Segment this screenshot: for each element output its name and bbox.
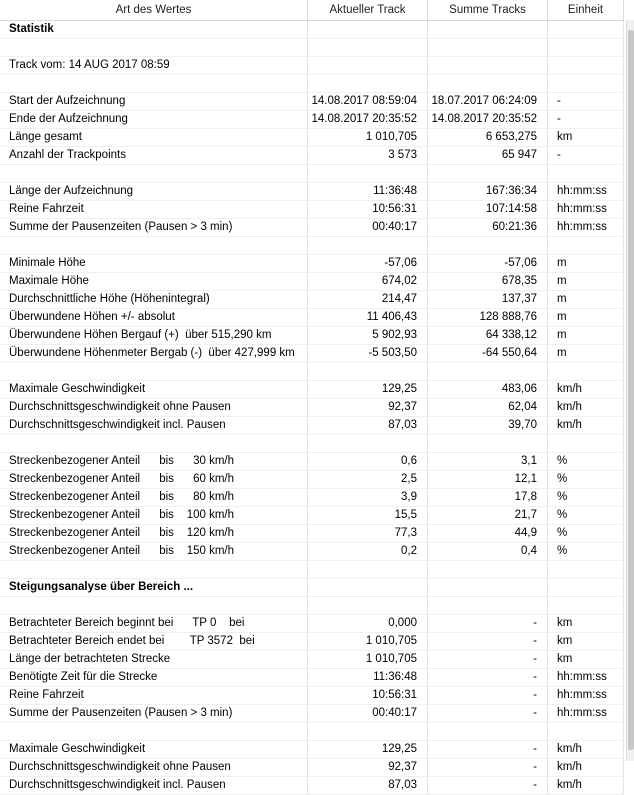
sum-tracks-value bbox=[428, 75, 548, 92]
sum-tracks-value: 3,1 bbox=[428, 453, 548, 470]
sum-tracks-value: -57,06 bbox=[428, 255, 548, 272]
current-track-value: 10:56:31 bbox=[308, 687, 428, 704]
table-row[interactable] bbox=[0, 579, 624, 597]
sum-tracks-value: - bbox=[428, 687, 548, 704]
unit-value bbox=[548, 57, 624, 74]
current-track-value: 3,9 bbox=[308, 489, 428, 506]
table-row[interactable] bbox=[0, 147, 624, 165]
row-label: Maximale Geschwindigkeit bbox=[0, 381, 308, 398]
sum-tracks-value: 128 888,76 bbox=[428, 309, 548, 326]
sum-tracks-value: -64 550,64 bbox=[428, 345, 548, 362]
row-label bbox=[0, 561, 308, 578]
table-row[interactable] bbox=[0, 327, 624, 345]
row-label bbox=[0, 435, 308, 452]
current-track-value bbox=[308, 57, 428, 74]
sum-tracks-value: 39,70 bbox=[428, 417, 548, 434]
row-label: Benötigte Zeit für die Strecke bbox=[0, 669, 308, 686]
sum-tracks-value: - bbox=[428, 615, 548, 632]
sum-tracks-value: - bbox=[428, 741, 548, 758]
current-track-value bbox=[308, 21, 428, 38]
unit-value: km bbox=[548, 633, 624, 650]
sum-tracks-value: 60:21:36 bbox=[428, 219, 548, 236]
unit-value: km/h bbox=[548, 777, 624, 794]
row-label: Streckenbezogener Anteil bis 150 km/h bbox=[0, 543, 308, 560]
sum-tracks-value bbox=[428, 237, 548, 254]
sum-tracks-value: 64 338,12 bbox=[428, 327, 548, 344]
row-label: Überwundene Höhen +/- absolut bbox=[0, 309, 308, 326]
table-row[interactable] bbox=[0, 237, 624, 255]
table-row[interactable] bbox=[0, 255, 624, 273]
sum-tracks-value: 62,04 bbox=[428, 399, 548, 416]
sum-tracks-value: 44,9 bbox=[428, 525, 548, 542]
current-track-value: 11:36:48 bbox=[308, 183, 428, 200]
current-track-value: 674,02 bbox=[308, 273, 428, 290]
current-track-value: 0,000 bbox=[308, 615, 428, 632]
table-row[interactable] bbox=[0, 75, 624, 93]
unit-value: - bbox=[548, 93, 624, 110]
row-label: Maximale Geschwindigkeit bbox=[0, 741, 308, 758]
unit-value bbox=[548, 75, 624, 92]
sum-tracks-value: 678,35 bbox=[428, 273, 548, 290]
unit-value: km bbox=[548, 129, 624, 146]
row-label: Minimale Höhe bbox=[0, 255, 308, 272]
table-row[interactable] bbox=[0, 759, 624, 777]
current-track-value: 2,5 bbox=[308, 471, 428, 488]
row-label: Summe der Pausenzeiten (Pausen > 3 min) bbox=[0, 705, 308, 722]
current-track-value: 10:56:31 bbox=[308, 201, 428, 218]
sum-tracks-value: 483,06 bbox=[428, 381, 548, 398]
unit-value: hh:mm:ss bbox=[548, 219, 624, 236]
row-label: Betrachteter Bereich beginnt bei TP 0 bei bbox=[0, 615, 308, 632]
unit-value bbox=[548, 165, 624, 182]
table-row[interactable] bbox=[0, 129, 624, 147]
current-track-value bbox=[308, 723, 428, 740]
sum-tracks-value bbox=[428, 579, 548, 596]
unit-value: hh:mm:ss bbox=[548, 669, 624, 686]
sum-tracks-value: 12,1 bbox=[428, 471, 548, 488]
unit-value bbox=[548, 435, 624, 452]
sum-tracks-value: 107:14:58 bbox=[428, 201, 548, 218]
unit-value: % bbox=[548, 489, 624, 506]
table-row[interactable] bbox=[0, 201, 624, 219]
table-row[interactable] bbox=[0, 543, 624, 561]
unit-value: m bbox=[548, 273, 624, 290]
table-row[interactable] bbox=[0, 111, 624, 129]
sum-tracks-value bbox=[428, 39, 548, 56]
current-track-value bbox=[308, 579, 428, 596]
current-track-value bbox=[308, 75, 428, 92]
row-label bbox=[0, 39, 308, 56]
unit-value bbox=[548, 237, 624, 254]
row-label: Track vom: 14 AUG 2017 08:59 bbox=[0, 57, 308, 74]
row-label: Maximale Höhe bbox=[0, 273, 308, 290]
row-label bbox=[0, 597, 308, 614]
row-label: Reine Fahrzeit bbox=[0, 687, 308, 704]
sum-tracks-value: 18.07.2017 06:24:09 bbox=[428, 93, 548, 110]
sum-tracks-value: 14.08.2017 20:35:52 bbox=[428, 111, 548, 128]
table-row[interactable] bbox=[0, 471, 624, 489]
table-row[interactable] bbox=[0, 615, 624, 633]
row-label: Überwundene Höhen Bergauf (+) über 515,290 km bbox=[0, 327, 308, 344]
current-track-value bbox=[308, 435, 428, 452]
unit-value: - bbox=[548, 111, 624, 128]
current-track-value: 129,25 bbox=[308, 381, 428, 398]
vertical-scrollbar[interactable] bbox=[626, 20, 634, 761]
row-label: Streckenbezogener Anteil bis 30 km/h bbox=[0, 453, 308, 470]
table-row[interactable] bbox=[0, 525, 624, 543]
unit-value: hh:mm:ss bbox=[548, 183, 624, 200]
current-track-value bbox=[308, 363, 428, 380]
table-row[interactable] bbox=[0, 777, 624, 795]
unit-value bbox=[548, 597, 624, 614]
table-row[interactable] bbox=[0, 21, 624, 39]
row-label: Steigungsanalyse über Bereich ... bbox=[0, 579, 308, 596]
unit-value: % bbox=[548, 525, 624, 542]
current-track-value: 129,25 bbox=[308, 741, 428, 758]
row-label: Länge der Aufzeichnung bbox=[0, 183, 308, 200]
unit-value: m bbox=[548, 345, 624, 362]
column-header-type[interactable]: Art des Wertes bbox=[0, 0, 308, 20]
row-label: Länge der betrachteten Strecke bbox=[0, 651, 308, 668]
current-track-value: 92,37 bbox=[308, 759, 428, 776]
row-label: Betrachteter Bereich endet bei TP 3572 bei bbox=[0, 633, 308, 650]
table-row[interactable] bbox=[0, 273, 624, 291]
current-track-value: 00:40:17 bbox=[308, 219, 428, 236]
current-track-value: 1 010,705 bbox=[308, 633, 428, 650]
current-track-value: 87,03 bbox=[308, 417, 428, 434]
column-header-current-track[interactable]: Aktueller Track bbox=[308, 0, 428, 20]
row-label: Streckenbezogener Anteil bis 60 km/h bbox=[0, 471, 308, 488]
current-track-value bbox=[308, 597, 428, 614]
table-row[interactable] bbox=[0, 561, 624, 579]
row-label: Ende der Aufzeichnung bbox=[0, 111, 308, 128]
sum-tracks-value: - bbox=[428, 705, 548, 722]
current-track-value: 15,5 bbox=[308, 507, 428, 524]
row-label bbox=[0, 723, 308, 740]
table-row[interactable] bbox=[0, 93, 624, 111]
unit-value: km/h bbox=[548, 759, 624, 776]
sum-tracks-value: 0,4 bbox=[428, 543, 548, 560]
table-row[interactable] bbox=[0, 363, 624, 381]
table-row[interactable] bbox=[0, 291, 624, 309]
unit-value: km/h bbox=[548, 741, 624, 758]
sum-tracks-value: 17,8 bbox=[428, 489, 548, 506]
sum-tracks-value bbox=[428, 21, 548, 38]
current-track-value: 1 010,705 bbox=[308, 651, 428, 668]
current-track-value: 92,37 bbox=[308, 399, 428, 416]
table-row[interactable] bbox=[0, 165, 624, 183]
table-row[interactable] bbox=[0, 219, 624, 237]
row-label: Streckenbezogener Anteil bis 100 km/h bbox=[0, 507, 308, 524]
table-row[interactable] bbox=[0, 435, 624, 453]
table-row[interactable] bbox=[0, 651, 624, 669]
row-label: Durchschnittsgeschwindigkeit ohne Pausen bbox=[0, 399, 308, 416]
current-track-value bbox=[308, 165, 428, 182]
current-track-value: 1 010,705 bbox=[308, 129, 428, 146]
row-label: Durchschnittsgeschwindigkeit incl. Pausen bbox=[0, 777, 308, 794]
unit-value: % bbox=[548, 507, 624, 524]
current-track-value: 14.08.2017 20:35:52 bbox=[308, 111, 428, 128]
current-track-value: 3 573 bbox=[308, 147, 428, 164]
row-label: Anzahl der Trackpoints bbox=[0, 147, 308, 164]
current-track-value: 00:40:17 bbox=[308, 705, 428, 722]
sum-tracks-value bbox=[428, 435, 548, 452]
table-row[interactable] bbox=[0, 381, 624, 399]
current-track-value: 11:36:48 bbox=[308, 669, 428, 686]
sum-tracks-value bbox=[428, 597, 548, 614]
table-row[interactable] bbox=[0, 687, 624, 705]
sum-tracks-value: 167:36:34 bbox=[428, 183, 548, 200]
current-track-value: 0,6 bbox=[308, 453, 428, 470]
unit-value: km/h bbox=[548, 381, 624, 398]
row-label bbox=[0, 363, 308, 380]
table-row[interactable] bbox=[0, 669, 624, 687]
table-row[interactable] bbox=[0, 633, 624, 651]
table-row[interactable] bbox=[0, 345, 624, 363]
unit-value: hh:mm:ss bbox=[548, 201, 624, 218]
current-track-value bbox=[308, 39, 428, 56]
unit-value: % bbox=[548, 453, 624, 470]
sum-tracks-value: - bbox=[428, 669, 548, 686]
current-track-value: 77,3 bbox=[308, 525, 428, 542]
unit-value: km/h bbox=[548, 417, 624, 434]
row-label: Streckenbezogener Anteil bis 120 km/h bbox=[0, 525, 308, 542]
table-row[interactable] bbox=[0, 399, 624, 417]
table-row[interactable] bbox=[0, 741, 624, 759]
current-track-value: 0,2 bbox=[308, 543, 428, 560]
unit-value: km bbox=[548, 615, 624, 632]
row-label: Streckenbezogener Anteil bis 80 km/h bbox=[0, 489, 308, 506]
sum-tracks-value: 65 947 bbox=[428, 147, 548, 164]
statistics-table-body bbox=[0, 21, 624, 795]
unit-value bbox=[548, 723, 624, 740]
table-header bbox=[0, 0, 624, 21]
sum-tracks-value: - bbox=[428, 651, 548, 668]
row-label: Statistik bbox=[0, 21, 308, 38]
sum-tracks-value: - bbox=[428, 633, 548, 650]
table-row[interactable] bbox=[0, 723, 624, 741]
row-label bbox=[0, 75, 308, 92]
table-row[interactable] bbox=[0, 309, 624, 327]
table-row[interactable] bbox=[0, 417, 624, 435]
unit-value: m bbox=[548, 255, 624, 272]
sum-tracks-value bbox=[428, 363, 548, 380]
row-label bbox=[0, 237, 308, 254]
table-row[interactable] bbox=[0, 705, 624, 723]
unit-value: % bbox=[548, 471, 624, 488]
row-label: Durchschnittsgeschwindigkeit incl. Pausen bbox=[0, 417, 308, 434]
table-row[interactable] bbox=[0, 507, 624, 525]
sum-tracks-value bbox=[428, 57, 548, 74]
row-label: Start der Aufzeichnung bbox=[0, 93, 308, 110]
unit-value bbox=[548, 21, 624, 38]
unit-value: m bbox=[548, 309, 624, 326]
unit-value: km/h bbox=[548, 399, 624, 416]
unit-value: % bbox=[548, 543, 624, 560]
current-track-value: 14.08.2017 08:59:04 bbox=[308, 93, 428, 110]
table-row[interactable] bbox=[0, 57, 624, 75]
current-track-value: 214,47 bbox=[308, 291, 428, 308]
current-track-value bbox=[308, 561, 428, 578]
sum-tracks-value bbox=[428, 561, 548, 578]
row-label: Durchschnittsgeschwindigkeit ohne Pausen bbox=[0, 759, 308, 776]
current-track-value: 5 902,93 bbox=[308, 327, 428, 344]
unit-value bbox=[548, 579, 624, 596]
table-row[interactable] bbox=[0, 453, 624, 471]
sum-tracks-value bbox=[428, 165, 548, 182]
table-row[interactable] bbox=[0, 597, 624, 615]
row-label bbox=[0, 165, 308, 182]
current-track-value: -57,06 bbox=[308, 255, 428, 272]
unit-value: - bbox=[548, 147, 624, 164]
unit-value: hh:mm:ss bbox=[548, 687, 624, 704]
table-row[interactable] bbox=[0, 489, 624, 507]
row-label: Summe der Pausenzeiten (Pausen > 3 min) bbox=[0, 219, 308, 236]
unit-value bbox=[548, 363, 624, 380]
table-row[interactable] bbox=[0, 183, 624, 201]
scrollbar-thumb[interactable] bbox=[628, 30, 634, 750]
unit-value: m bbox=[548, 327, 624, 344]
sum-tracks-value: - bbox=[428, 759, 548, 776]
row-label: Länge gesamt bbox=[0, 129, 308, 146]
column-header-sum-tracks[interactable]: Summe Tracks bbox=[428, 0, 548, 20]
row-label: Überwundene Höhenmeter Bergab (-) über 427,999 km bbox=[0, 345, 308, 362]
unit-value bbox=[548, 39, 624, 56]
current-track-value bbox=[308, 237, 428, 254]
sum-tracks-value: 137,37 bbox=[428, 291, 548, 308]
row-label: Durchschnittliche Höhe (Höhenintegral) bbox=[0, 291, 308, 308]
sum-tracks-value: 21,7 bbox=[428, 507, 548, 524]
sum-tracks-value bbox=[428, 723, 548, 740]
current-track-value: 87,03 bbox=[308, 777, 428, 794]
column-header-unit[interactable]: Einheit bbox=[548, 0, 624, 20]
unit-value: hh:mm:ss bbox=[548, 705, 624, 722]
unit-value: km bbox=[548, 651, 624, 668]
row-label: Reine Fahrzeit bbox=[0, 201, 308, 218]
sum-tracks-value: 6 653,275 bbox=[428, 129, 548, 146]
current-track-value: 11 406,43 bbox=[308, 309, 428, 326]
unit-value bbox=[548, 561, 624, 578]
sum-tracks-value: - bbox=[428, 777, 548, 794]
table-row[interactable] bbox=[0, 39, 624, 57]
current-track-value: -5 503,50 bbox=[308, 345, 428, 362]
unit-value: m bbox=[548, 291, 624, 308]
